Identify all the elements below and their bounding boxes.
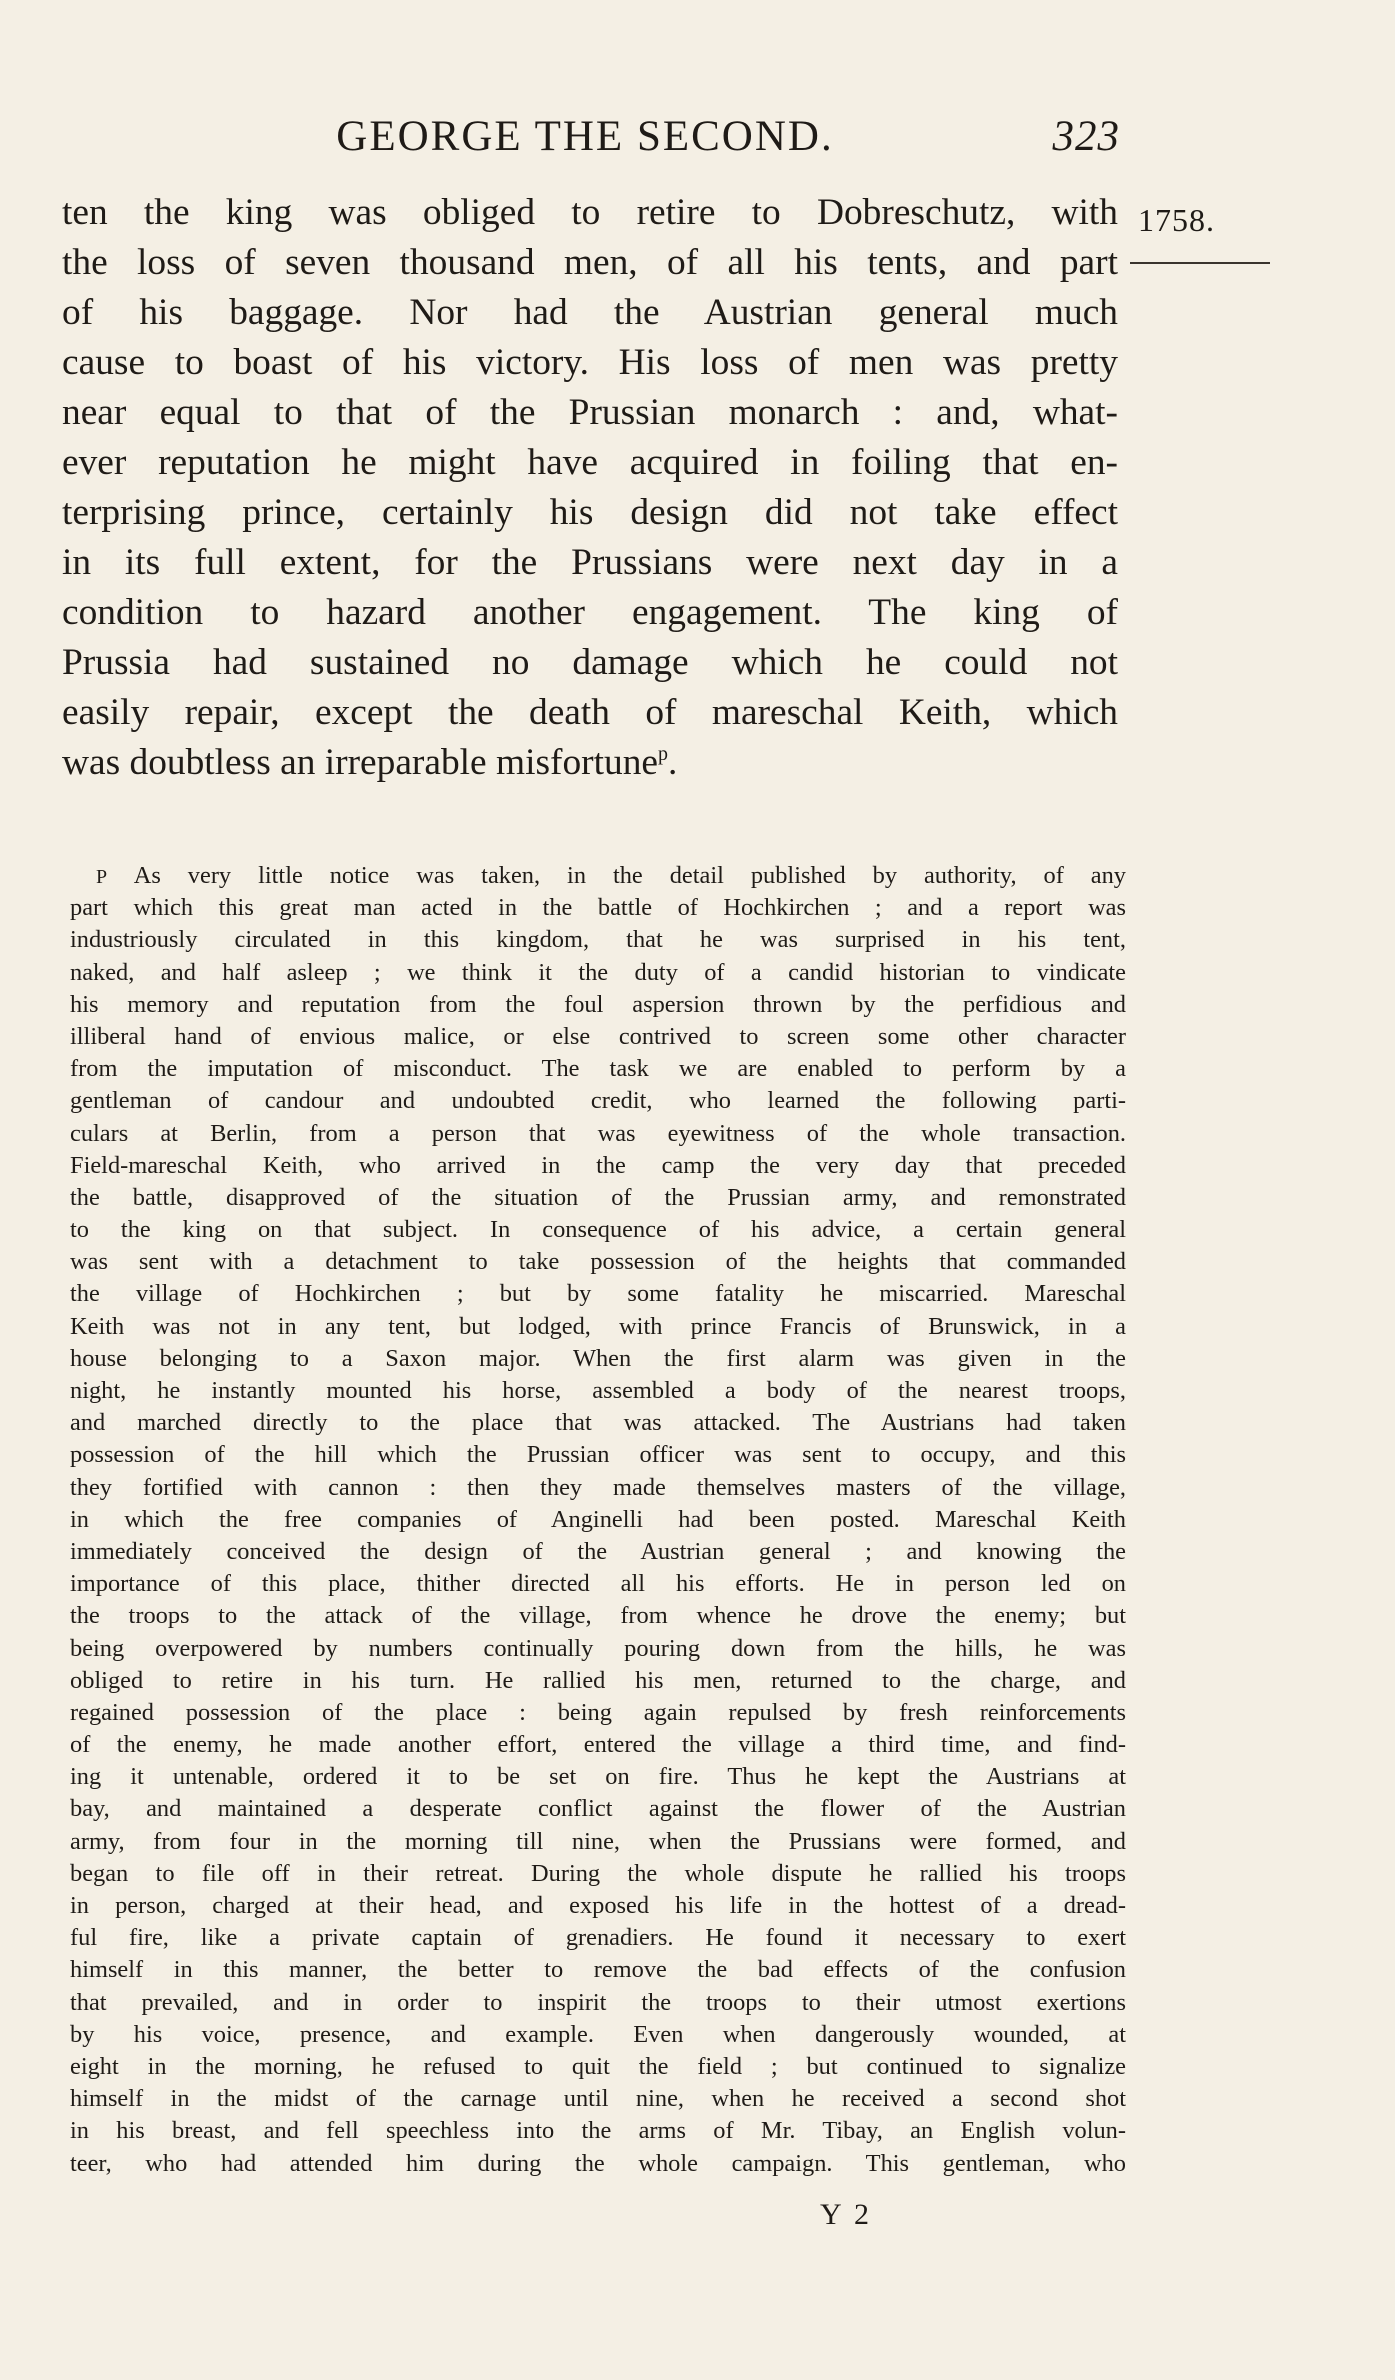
footnote-line: in person, charged at their head, and exposed his life in the hottest of a dread- [70,1892,1126,1919]
footnote-line: the village of Hochkirchen ; but by some fatality he miscarried. Mareschal [70,1280,1126,1308]
footnote-line: himself in this manner, the better to remove the bad effects of the confusion [70,1956,1126,1984]
footnote-line: of the enemy, he made another effort, entered the village a third time, and find- [70,1731,1126,1759]
footnote-line: Keith was not in any tent, but lodged, with prince Francis of Brunswick, in a [70,1312,1126,1340]
body-line: Prussia had sustained no damage which he could not [62,642,1118,683]
footnote-line: from the imputation of misconduct. The task we are enabled to perform by a [70,1055,1126,1083]
body-line: of his baggage. Nor had the Austrian general much [62,292,1118,333]
body-line: ever reputation he might have acquired in foiling that en- [62,442,1118,483]
body-line: the loss of seven thousand men, of all his tents, and part [62,242,1118,283]
body-line: ten the king was obliged to retire to Dobreschutz, with [62,192,1118,233]
page-number: 323 [1052,113,1120,160]
footnote-line: being overpowered by numbers continually pouring down from the hills, he was [70,1634,1126,1662]
footnote-line: industriously circulated in this kingdom, that he was surprised in his tent, [70,926,1126,954]
footnote-line: began to file off in their retreat. During the whole dispute he rallied his troops [70,1859,1126,1887]
margin-year-note: 1758. [1138,202,1215,238]
body-line: condition to hazard another engagement. The king of [62,592,1118,633]
footnote-line: house belonging to a Saxon major. When the first alarm was given in the [70,1344,1126,1372]
footnote-line: Field-mareschal Keith, who arrived in the camp the very day that preceded [70,1151,1126,1179]
footnote-line: culars at Berlin, from a person that was eyewitness of the whole transaction. [70,1119,1126,1147]
footnote-line: was sent with a detachment to take possession of the heights that commanded [70,1248,1126,1276]
footnote-line: gentleman of candour and undoubted credit, who learned the following parti- [70,1087,1126,1115]
body-line: easily repair, except the death of mareschal Keith, which [62,692,1118,733]
running-head [290,112,1120,164]
footnote [70,860,1126,2180]
footnote-line: night, he instantly mounted his horse, assembled a body of the nearest troops, [70,1377,1126,1404]
margin-rule [1130,262,1270,264]
body-line: was doubtless an irreparable misfortune [62,742,658,783]
footnote-reference[interactable]: p [658,743,668,765]
footnote-line: army, from four in the morning till nine, when the Prussians were formed, and [70,1827,1126,1855]
footnote-line: ful fire, like a private captain of grenadiers. He found it necessary to exert [70,1924,1126,1952]
footnote-mark: P [96,866,109,888]
footnote-line: by his voice, presence, and example. Even when dangerously wounded, at [70,2020,1126,2048]
footnote-line: in his breast, and fell speechless into the arms of Mr. Tibay, an English volun- [70,2117,1126,2145]
body-text [62,188,1118,788]
footnote-line: ing it untenable, ordered it to be set on fire. Thus he kept the Austrians at [70,1763,1126,1791]
signature-mark: Y 2 [820,2198,873,2231]
footnote-line: As very little notice was taken, in the detail published by authority, of any [133,862,1126,889]
footnote-line: himself in the midst of the carnage until nine, when he received a second shot [70,2085,1126,2113]
body-line: cause to boast of his victory. His loss of men was pretty [62,342,1118,383]
footnote-line: bay, and maintained a desperate conflict against the flower of the Austrian [70,1795,1126,1823]
footnote-line: in which the free companies of Anginelli had been posted. Mareschal Keith [70,1505,1126,1533]
footnote-line: eight in the morning, he refused to quit the field ; but continued to signalize [70,2052,1126,2080]
footnote-line: importance of this place, thither directed all his efforts. He in person led on [70,1570,1126,1598]
footnote-line: the battle, disapproved of the situation of the Prussian army, and remonstrated [70,1183,1126,1211]
body-line: terprising prince, certainly his design did not take effect [62,492,1118,533]
footnote-line: immediately conceived the design of the Austrian general ; and knowing the [70,1537,1126,1565]
footnote-line: his memory and reputation from the foul aspersion thrown by the perfidious and [70,990,1126,1018]
body-line: near equal to that of the Prussian monarch : and, what- [62,392,1118,433]
footnote-line: the troops to the attack of the village, from whence he drove the enemy; but [70,1602,1126,1630]
footnote-line: that prevailed, and in order to inspirit the troops to their utmost exertions [70,1988,1126,2016]
running-head-title: GEORGE THE SECOND. [336,113,834,160]
footnote-line: possession of the hill which the Prussian officer was sent to occupy, and this [70,1441,1126,1469]
footnote-line: teer, who had attended him during the whole campaign. This gentleman, who [70,2149,1126,2177]
footnote-line: obliged to retire in his turn. He rallied his men, returned to the charge, and [70,1666,1126,1694]
footnote-line: naked, and half asleep ; we think it the duty of a candid historian to vindicate [70,958,1126,986]
footnote-line: to the king on that subject. In consequence of his advice, a certain general [70,1216,1126,1244]
footnote-line: and marched directly to the place that was attacked. The Austrians had taken [70,1409,1126,1437]
footnote-line-first [70,860,1126,892]
footnote-line: regained possession of the place : being again repulsed by fresh reinforcements [70,1698,1126,1726]
footnote-line: illiberal hand of envious malice, or else contrived to screen some other character [70,1022,1126,1050]
body-line: in its full extent, for the Prussians were next day in a [62,542,1118,583]
body-line-last: was doubtless an irreparable misfortune$^p$. [62,742,678,783]
footnote-line: part which this great man acted in the battle of Hochkirchen ; and a report was [70,894,1126,922]
footnote-line: they fortified with cannon : then they made themselves masters of the village, [70,1473,1126,1501]
